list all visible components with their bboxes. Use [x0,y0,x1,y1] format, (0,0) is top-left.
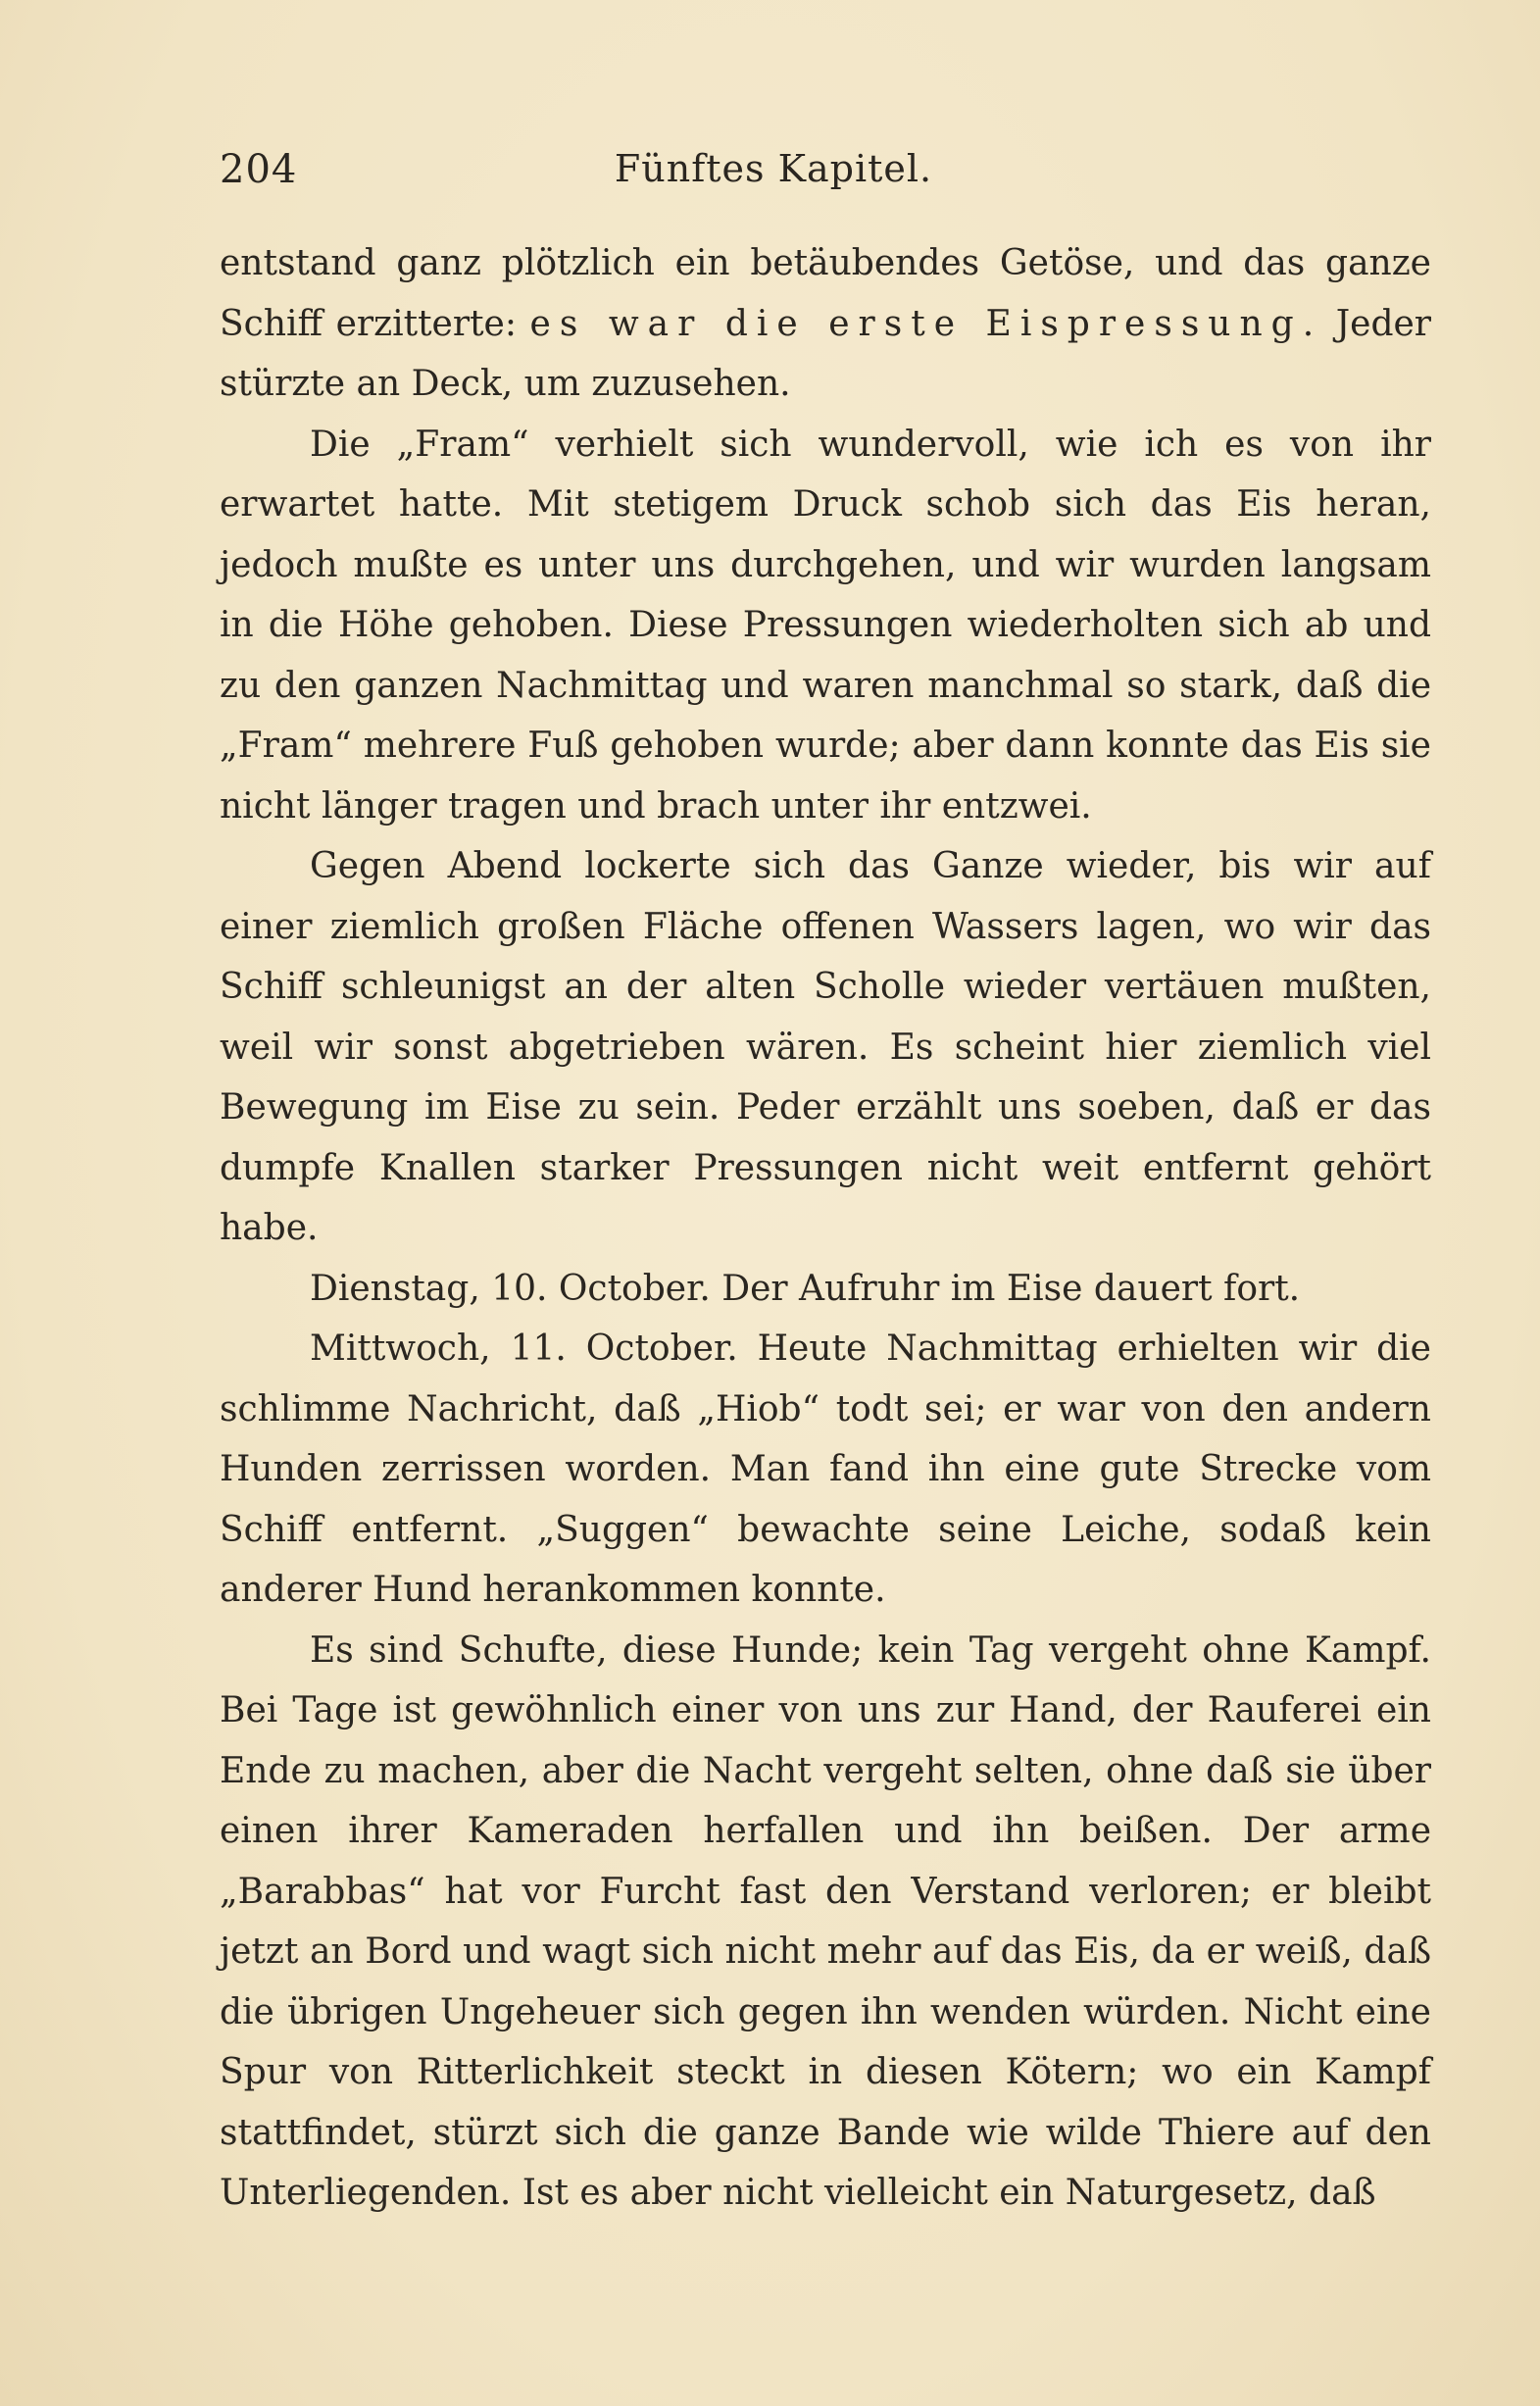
running-head: Fünftes Kapitel. [614,147,933,190]
paragraph-2: Die „Fram“ verhielt sich wundervoll, wie ich es von ihr erwartet hatte. Mit stetigem Druck schob sich das Eis heran, jedoch mußte es unter uns durchgehen, und wir wurden langsam in die Höhe gehoben. Diese Pressungen wiederholten sich ab und zu den ganzen Nachmittag und waren manchmal so stark, daß die „Fram“ mehrere Fuß gehoben wurde; aber dann konnte das Eis sie nicht länger tragen und brach unter ihr entzwei. [220,424,1431,827]
paragraph-1-after: Jeder stürzte an Deck, um zuzusehen. [220,303,1431,404]
paragraph-6: Es sind Schufte, diese Hunde; kein Tag vergeht ohne Kampf. Bei Tage ist gewöhnlich einer von uns zur Hand, der Rauferei ein Ende zu machen, aber die Nacht vergeht selten, ohne daß sie über einen ihrer Kameraden herfallen und ihn beißen. Der arme „Barabbas“ hat vor Furcht fast den Verstand verloren; er bleibt jetzt an Bord und wagt sich nicht mehr auf das Eis, da er weiß, daß die übrigen Ungeheuer sich gegen ihn wenden würden. Nicht eine Spur von Ritterlichkeit steckt in diesen Kötern; wo ein Kampf stattfindet, stürzt sich die ganze Bande wie wilde Thiere auf den Unterliegenden. Ist es aber nicht vielleicht ein Naturgesetz, daß [220,1629,1431,2213]
page-number: 204 [220,147,298,192]
paragraph-5: Mittwoch, 11. October. Heute Nachmittag erhielten wir die schlimme Nachricht, daß „Hiob“ todt sei; er war von den andern Hunden zerrissen worden. Man fand ihn eine gute Strecke vom Schiff entfernt. „Suggen“ bewachte seine Leiche, sodaß kein anderer Hund herankommen konnte. [220,1328,1431,1610]
paragraph-1 [220,233,1431,415]
paragraph-1-before: entstand ganz plötzlich ein betäubendes Getöse, und das ganze Schiff erzitterte: [220,243,1431,344]
paragraph-1-spaced-emphasis: es war die erste Eispressung. [529,303,1323,344]
page-header [220,147,1435,196]
paragraph-3: Gegen Abend lockerte sich das Ganze wieder, bis wir auf einer ziemlich großen Fläche offenen Wassers lagen, wo wir das Schiff schleunigst an der alten Scholle wieder vertäuen mußten, weil wir sonst abgetrieben wären. Es scheint hier ziemlich viel Bewegung im Eise zu sein. Peder erzählt uns soeben, daß er das dumpfe Knallen starker Pressungen nicht weit entfernt gehört habe. [220,846,1431,1248]
body-text [220,233,1431,2224]
paragraph-4: Dienstag, 10. October. Der Aufruhr im Eise dauert fort. [310,1268,1301,1309]
